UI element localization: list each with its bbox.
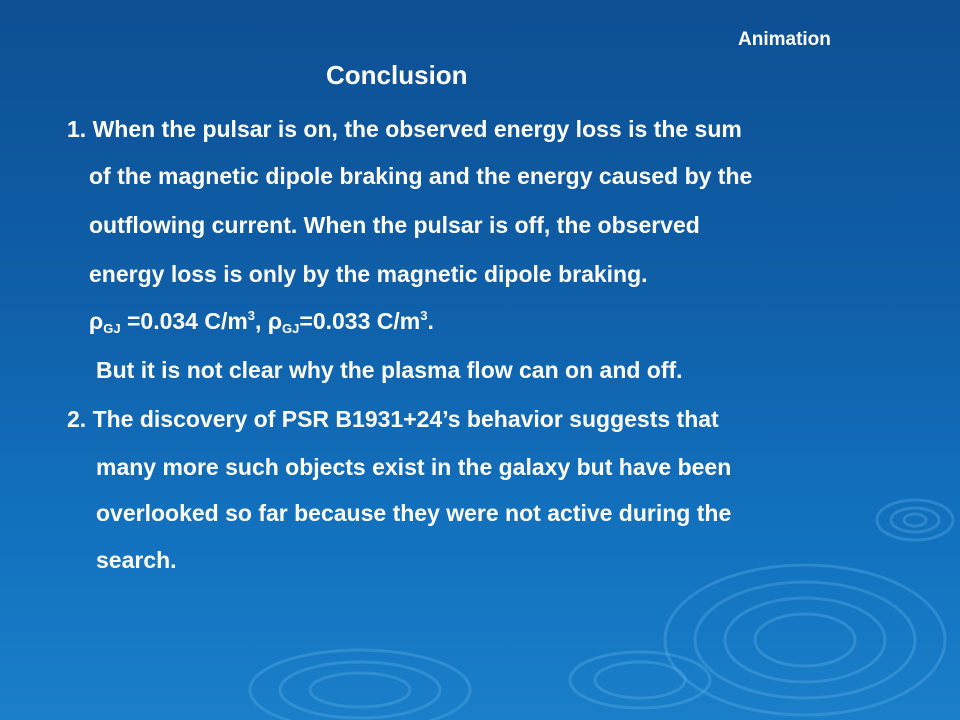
point2-line3: overlooked so far because they were not active during the: [96, 500, 732, 526]
exponent: 3: [247, 308, 256, 323]
point2-line4: search.: [96, 547, 177, 573]
end-period: .: [427, 308, 434, 334]
rho-symbol: ρ: [89, 308, 104, 334]
rho-subscript: GJ: [282, 321, 300, 336]
point1-line1: 1. When the pulsar is on, the observed energy loss is the sum: [67, 116, 742, 142]
point2-line2: many more such objects exist in the galaxy but have been: [96, 454, 732, 480]
rho-symbol: ρ: [267, 308, 283, 334]
slide-title: Conclusion: [326, 60, 468, 90]
animation-link[interactable]: Animation: [738, 29, 831, 50]
exponent: 3: [420, 308, 428, 323]
point1-line4: energy loss is only by the magnetic dipole braking.: [89, 261, 648, 287]
point2-line1: 2. The discovery of PSR B1931+24’s behavior suggests that: [67, 406, 719, 432]
point1-line2: of the magnetic dipole braking and the energy caused by the: [89, 163, 753, 189]
point1-line3: outflowing current. When the pulsar is off, the observed: [89, 212, 700, 238]
rho-equation: [89, 308, 434, 336]
rho-value-1: =0.034 C/m: [120, 308, 248, 334]
rho-value-2: =0.033 C/m: [299, 308, 421, 334]
rho-subscript: GJ: [103, 321, 121, 336]
separator: ,: [255, 308, 268, 334]
point1-line6: But it is not clear why the plasma flow can on and off.: [96, 357, 683, 383]
